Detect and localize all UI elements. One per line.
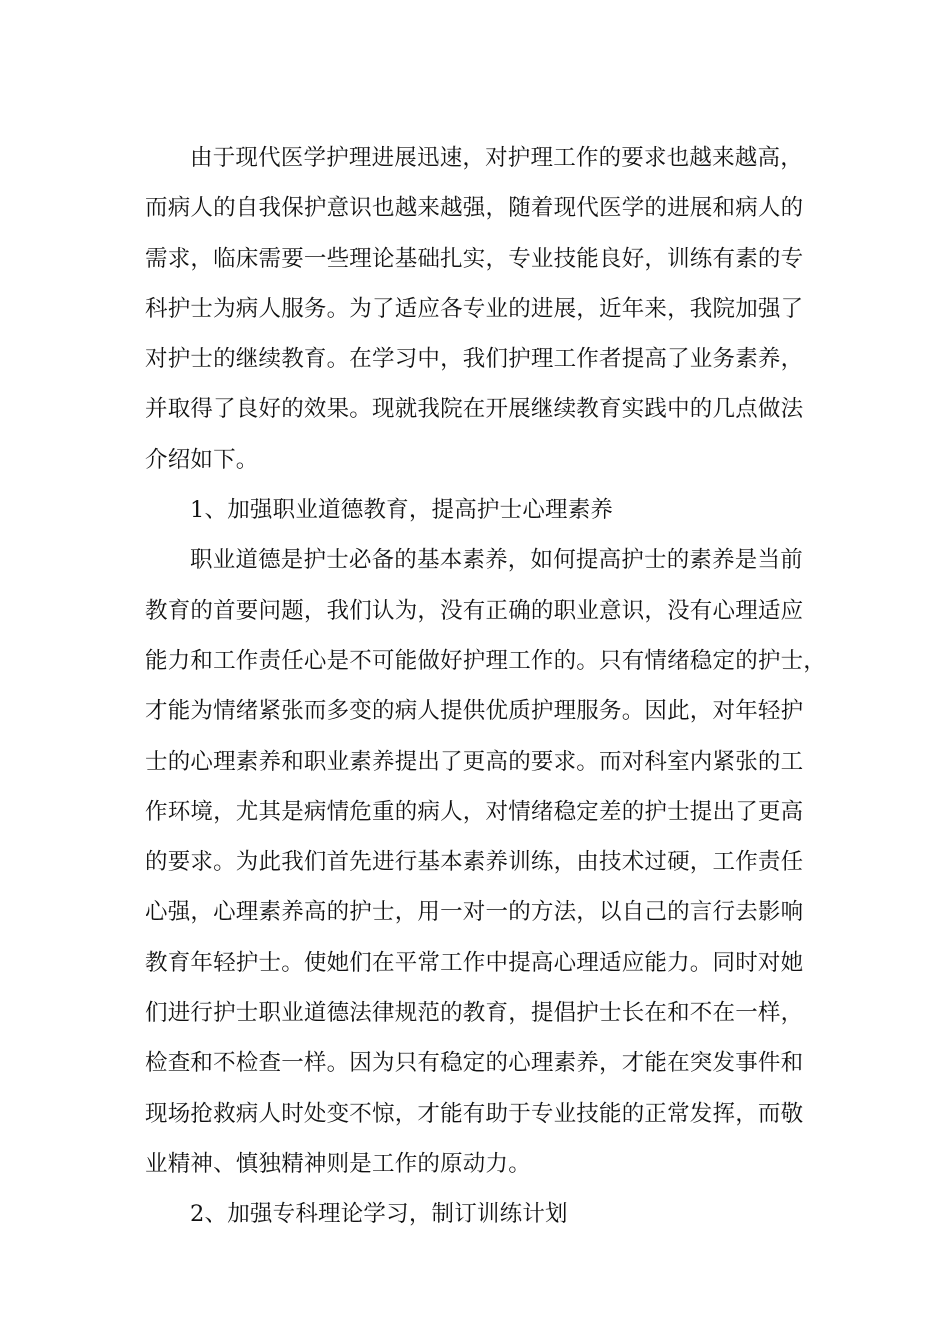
heading-text: 1、加强职业道德教育，提高护士心理素养 [190,497,614,524]
text-line: 职业道德是护士必备的基本素养，如何提高护士的素养是当前 [190,547,803,574]
text-line: 心强，心理素养高的护士，用一对一的方法，以自己的言行去影响 [145,899,804,926]
text-line: 能力和工作责任心是不可能做好护理工作的。只有情绪稳定的护士， [145,647,827,674]
text-line: 作环境，尤其是病情危重的病人，对情绪稳定差的护士提出了更高 [145,798,804,825]
section-heading-2 [145,1189,820,1239]
text-line: 介绍如下。 [145,446,259,473]
text-line: 们进行护士职业道德法律规范的教育，提倡护士长在和不在一样， [145,1000,804,1027]
document-body [145,133,827,1240]
section-heading-1 [145,485,820,535]
text-line: 业精神、慎独精神则是工作的原动力。 [145,1150,531,1177]
text-line: 现场抢救病人时处变不惊，才能有助于专业技能的正常发挥，而敬 [145,1100,804,1127]
text-line: 检查和不检查一样。因为只有稳定的心理素养，才能在突发事件和 [145,1050,804,1077]
text-line: 由于现代医学护理进展迅速，对护理工作的要求也越来越高， [190,145,803,171]
intro-paragraph [145,133,820,485]
heading-text: 2、加强专科理论学习，制订训练计划 [190,1201,568,1228]
text-line: 的要求。为此我们首先进行基本素养训练，由技术过硬，工作责任 [145,849,804,876]
text-line: 教育年轻护士。使她们在平常工作中提高心理适应能力。同时对她 [145,949,804,976]
text-line: 需求，临床需要一些理论基础扎实，专业技能良好，训练有素的专 [145,245,804,272]
text-line: 才能为情绪紧张而多变的病人提供优质护理服务。因此，对年轻护 [145,698,804,725]
section-1-paragraph [145,535,827,1189]
text-line: 并取得了良好的效果。现就我院在开展继续教育实践中的几点做法 [145,396,804,423]
text-line: 对护士的继续教育。在学习中，我们护理工作者提高了业务素养， [145,346,804,373]
text-line: 士的心理素养和职业素养提出了更高的要求。而对科室内紧张的工 [145,748,804,775]
text-line: 科护士为病人服务。为了适应各专业的进展，近年来，我院加强了 [145,295,804,322]
text-line: 而病人的自我保护意识也越来越强，随着现代医学的进展和病人的 [145,195,804,222]
text-line: 教育的首要问题，我们认为，没有正确的职业意识，没有心理适应 [145,597,804,624]
